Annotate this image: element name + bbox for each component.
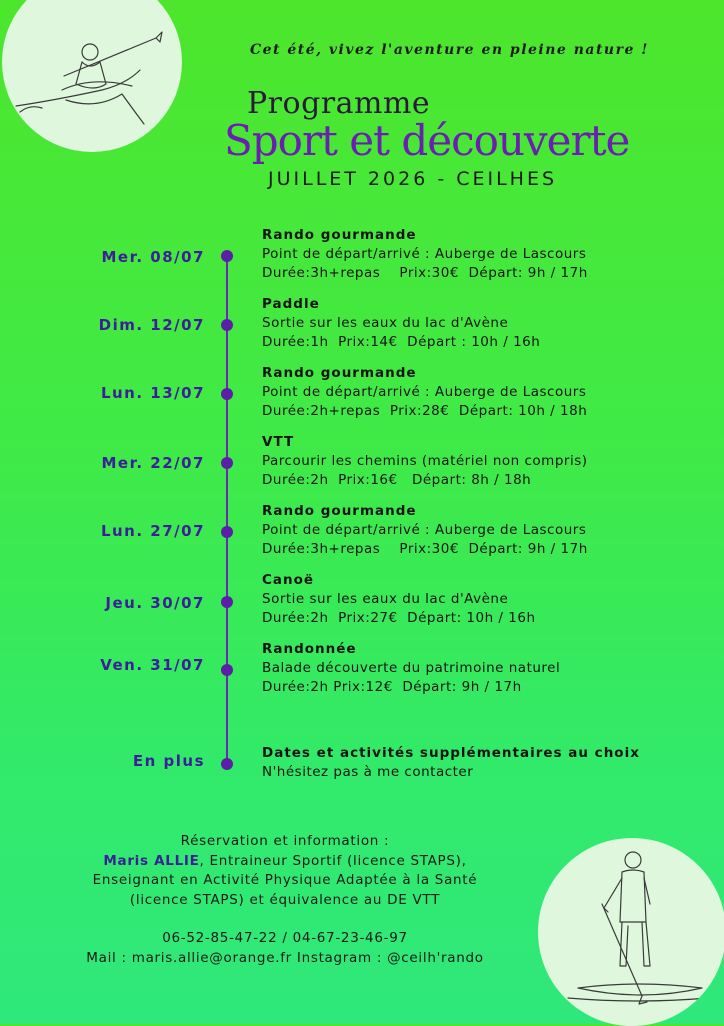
timeline-dot [221,250,233,262]
event-details: Durée:2h Prix:27€ Départ: 10h / 16h [262,610,536,626]
event-description: Balade découverte du patrimoine naturel [262,660,561,676]
event-title: Rando gourmande [262,503,417,519]
event-item [262,364,712,421]
extra-title: Dates et activités supplémentaires au choix [262,745,640,761]
timeline-dot [221,388,233,400]
contact-role: , Entraineur Sportif (licence STAPS), [199,852,467,869]
contact-mail-instagram: Mail : maris.allie@orange.fr Instagram : @ceilh'rando [86,949,484,966]
event-title: Rando gourmande [262,365,417,381]
timeline-dot [221,664,233,676]
tagline: Cet été, vivez l'aventure en pleine nature ! [250,42,649,58]
event-date: Lun. 27/07 [100,522,205,540]
event-title: Paddle [262,296,320,312]
timeline-dot [221,596,233,608]
event-title: Canoë [262,572,315,588]
event-details: Durée:3h+repas Prix:30€ Départ: 9h / 17h [262,541,588,557]
event-item [262,502,712,559]
extra-description: N'hésitez pas à me contacter [262,764,474,780]
contact-role-line-3: (licence STAPS) et équivalence au DE VTT [129,891,441,908]
event-details: Durée:2h Prix:16€ Départ: 8h / 18h [262,472,532,488]
event-date: Lun. 13/07 [100,384,205,402]
event-details: Durée:3h+repas Prix:30€ Départ: 9h / 17h [262,265,588,281]
contact-role-line-2: Enseignant en Activité Physique Adaptée à la Santé [92,872,478,888]
event-item [262,571,712,628]
contact-role-line [30,852,540,872]
event-date: Jeu. 30/07 [105,594,205,612]
event-details: Durée:2h+repas Prix:28€ Départ: 10h / 18h [262,403,588,419]
contact-heading: Réservation et information : [180,833,390,849]
timeline-dot [221,457,233,469]
kayaker-illustration [2,0,182,152]
event-description: Sortie sur les eaux du lac d'Avène [262,591,509,607]
event-description: Sortie sur les eaux du lac d'Avène [262,315,509,331]
event-item [262,433,712,490]
paddleboarder-illustration [538,838,724,1026]
event-description: Parcourir les chemins (matériel non compris) [262,453,588,469]
title-sport-decouverte: Sport et découverte [224,116,630,165]
timeline-dot [221,319,233,331]
title-programme: Programme [247,86,431,121]
event-date: Mer. 22/07 [101,454,205,472]
event-details: Durée:2h Prix:12€ Départ: 9h / 17h [262,679,522,695]
contact-name: Maris ALLIE [103,852,200,869]
event-description: Point de départ/arrivé : Auberge de Lascours [262,522,587,538]
event-details: Durée:1h Prix:14€ Départ : 10h / 16h [262,334,541,350]
extra-item [262,744,712,782]
event-title: Randonnée [262,641,357,657]
event-date: Ven. 31/07 [100,656,205,674]
extra-label: En plus [132,752,205,770]
event-item [262,295,712,352]
event-item [262,226,712,283]
event-date: Mer. 08/07 [101,248,205,266]
event-title: VTT [262,434,295,450]
event-description: Point de départ/arrivé : Auberge de Lascours [262,246,587,262]
event-item [262,640,712,697]
timeline-dot [221,758,233,770]
contact-phones: 06-52-85-47-22 / 04-67-23-46-97 [162,930,408,946]
timeline-dot [221,526,233,538]
event-date: Dim. 12/07 [98,316,205,334]
event-title: Rando gourmande [262,227,417,243]
contact-block [30,832,540,968]
subtitle-date-location: JUILLET 2026 - CEILHES [268,168,558,190]
event-description: Point de départ/arrivé : Auberge de Lascours [262,384,587,400]
